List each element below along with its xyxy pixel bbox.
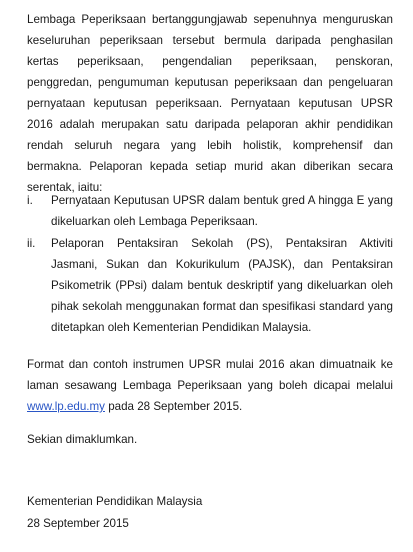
format-text-before: Format dan contoh instrumen UPSR mulai 2016 akan dimuatnaik ke laman sesawang Lembaga Peperiksaan yang boleh dicapai melalui [27, 358, 393, 392]
format-text-after: pada 28 September 2015. [104, 400, 243, 413]
intro-paragraph: Lembaga Peperiksaan bertanggungjawab sepenuhnya menguruskan keseluruhan peperiksaan tersebut bermula daripada penghasilan kertas peperiksaan, pengendalian peperiksaan, penskoran, penggredan, pengumuman keputusan peperiksaan dan pengeluaran pernyataan keputusan peperiksaan. Pernyataan keputusan UPSR 2016 adalah merupakan satu daripada pelaporan akhir pendidikan rendah seluruh negara yang lebih holistik, komprehensif dan bermakna. Pelaporan kepada setiap murid akan diberikan secara serentak, iaitu: [27, 13, 393, 194]
format-paragraph [27, 354, 393, 417]
signature-organization: Kementerian Pendidikan Malaysia [27, 495, 203, 508]
signature-date: 28 September 2015 [27, 517, 129, 530]
website-link[interactable]: www.lp.edu.my [27, 400, 105, 413]
list-number: i. [27, 194, 33, 207]
list-number: ii. [27, 237, 36, 250]
list-text: Pernyataan Keputusan UPSR dalam bentuk gred A hingga E yang dikeluarkan oleh Lembaga Peperiksaan. [51, 194, 393, 228]
list-text: Pelaporan Pentaksiran Sekolah (PS), Pentaksiran Aktiviti Jasmani, Sukan dan Kokurikulum (PAJSK), dan Pentaksiran Psikometrik (PPsi) dalam bentuk deskriptif yang dikeluarkan oleh pihak sekolah menggunakan format dan spesifikasi standard yang ditetapkan oleh Kementerian Pendidikan Malaysia. [51, 237, 393, 334]
closing-text: Sekian dimaklumkan. [27, 433, 138, 446]
